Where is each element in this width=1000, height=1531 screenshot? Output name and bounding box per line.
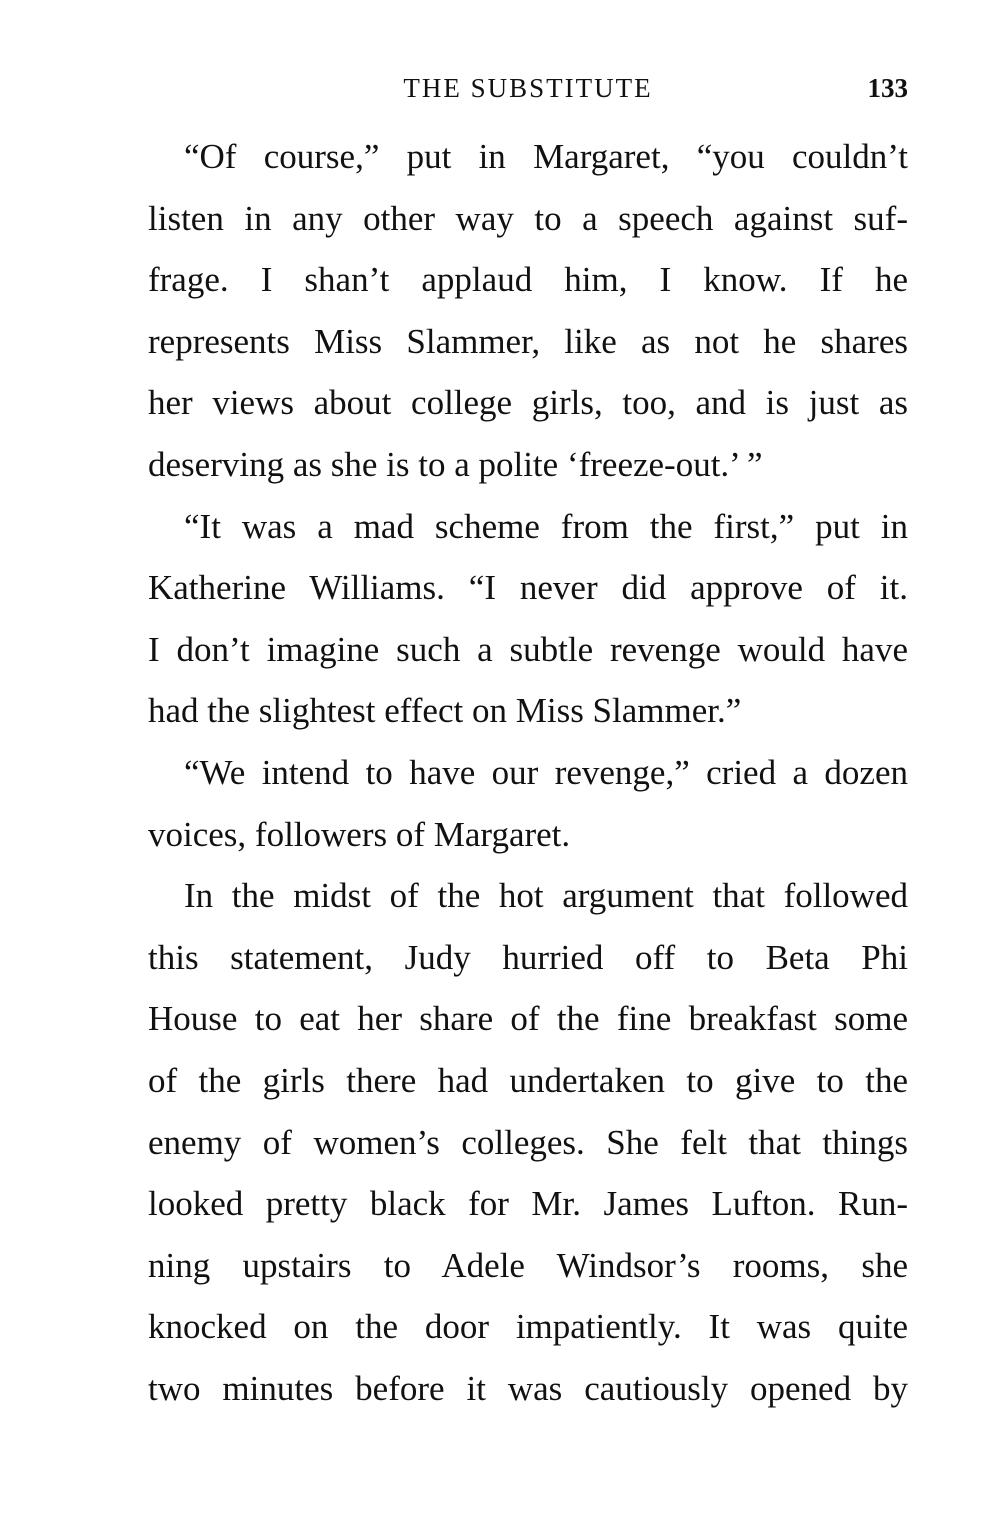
text-line: represents Miss Slammer, like as not he shares: [148, 321, 908, 361]
text-line: House to eat her share of the fine breakfast some: [148, 999, 908, 1039]
running-head: [148, 68, 908, 108]
body-text: [148, 126, 908, 1419]
text-line: had the slightest effect on Miss Slammer.”: [148, 691, 742, 731]
text-line: looked pretty black for Mr. James Lufton. Run-: [148, 1184, 908, 1224]
page-number: 133: [867, 73, 908, 103]
text-line: “It was a mad scheme from the first,” put in: [184, 506, 908, 546]
text-line: two minutes before it was cautiously opened by: [148, 1368, 908, 1408]
text-line: Katherine Williams. “I never did approve of it.: [148, 568, 908, 608]
text-line: deserving as she is to a polite ‘freeze-out.’ ”: [148, 444, 763, 484]
text-line: of the girls there had undertaken to give to the: [148, 1060, 908, 1100]
text-line: listen in any other way to a speech against suf-: [148, 198, 908, 238]
running-title: THE SUBSTITUTE: [403, 73, 653, 103]
text-line: knocked on the door impatiently. It was quite: [148, 1307, 908, 1347]
text-line: “Of course,” put in Margaret, “you couldn’t: [184, 137, 908, 176]
text-line: this statement, Judy hurried off to Beta Phi: [148, 937, 908, 977]
text-line: enemy of women’s colleges. She felt that things: [148, 1122, 908, 1162]
text-line: I don’t imagine such a subtle revenge would have: [148, 629, 908, 669]
text-line: In the midst of the hot argument that followed: [184, 876, 908, 916]
text-line: ning upstairs to Adele Windsor’s rooms, she: [148, 1245, 908, 1285]
text-line: her views about college girls, too, and is just as: [148, 383, 908, 423]
text-line: frage. I shan’t applaud him, I know. If he: [148, 260, 908, 300]
text-line: voices, followers of Margaret.: [148, 814, 571, 854]
text-line: “We intend to have our revenge,” cried a dozen: [184, 752, 908, 792]
